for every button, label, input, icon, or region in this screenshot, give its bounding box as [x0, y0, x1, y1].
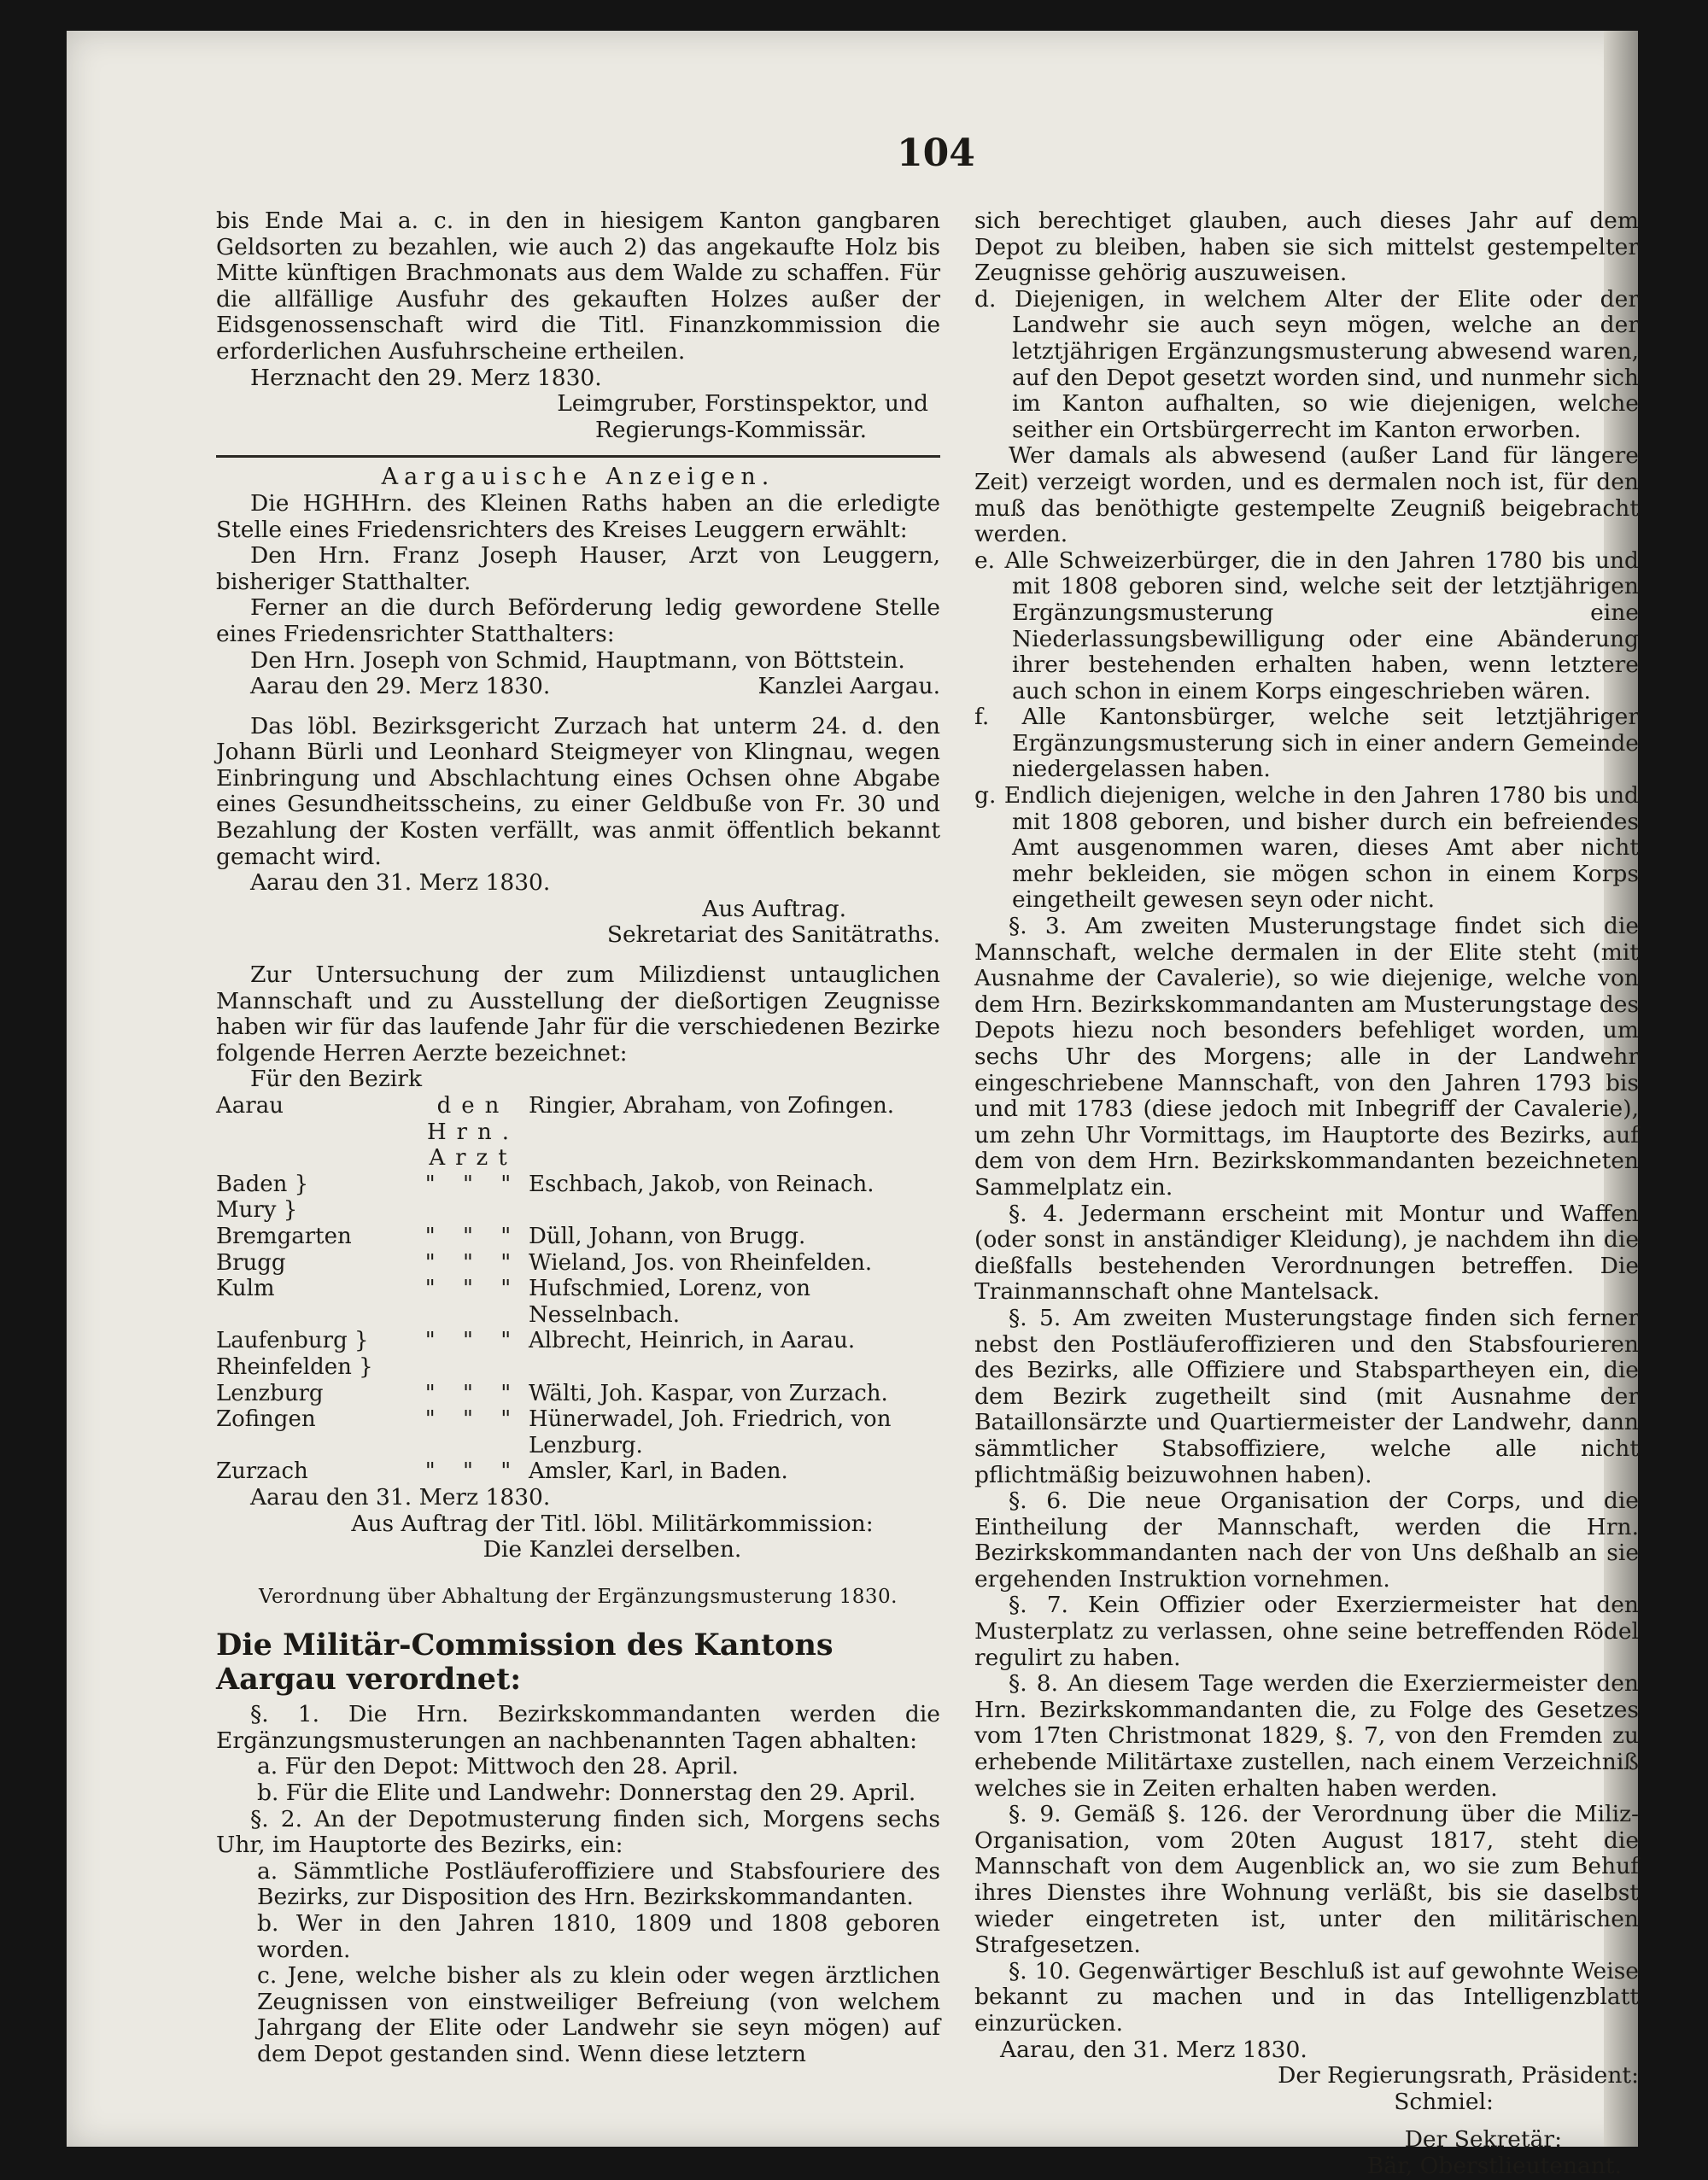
district-cell: Brugg [216, 1249, 286, 1276]
section-1-intro: §. 1. Die Hrn. Bezirkskommandanten werden die Ergänzungsmusterungen an nachbenannten Tagen abhalten: [216, 1701, 940, 1754]
ditto-cell [418, 1354, 529, 1381]
district-cell: Zofingen [216, 1406, 316, 1433]
section-3: §. 3. Am zweiten Musterungstage findet sich die Mannschaft, welche dermalen in der Elite steht (mit Ausnahme der Cavalerie), so wie diejenige, welche von dem Hrn. Bezirkskommandanten am Musterungstage des Depots hiezu noch besonders befehliget worden, um sechs Uhr des Morgens; alle in der Landwehr eingeschriebene Mannschaft, von den Jahren 1793 bis und mit 1783 (diese jedoch mit Inbegriff der Cavalerie), um zehn Uhr Vormittags, im Hauptorte des Bezirks, auf dem von dem Hrn. Bezirkskommandanten bezeichneten Sammelplatz ein. [974, 913, 1639, 1201]
friedensrichter-sign: Kanzlei Aargau. [757, 673, 940, 700]
doctor-table-row [216, 1328, 940, 1354]
item-c-continuation: sich berechtiget glauben, auch dieses Jahr auf dem Depot zu bleiben, haben sie sich mittelst gestempelter Zeugnisse gehörig auszuweisen. [974, 207, 1639, 287]
section-2-item-b: b. Wer in den Jahren 1810, 1809 und 1808 geboren worden. [257, 1910, 940, 1963]
militaerdienst-sign-2: Die Kanzlei derselben. [483, 1536, 742, 1563]
ditto-cell: " " " [424, 1380, 522, 1406]
commission-heading: Die Militär-Commission des Kantons Aargau verordnet: [216, 1628, 834, 1698]
bezirksgericht-sign-1: Aus Auftrag. [702, 895, 846, 922]
doctor-table-row [216, 1381, 940, 1407]
doctor-table-row [216, 1458, 940, 1485]
anzeigen-heading: Aargauische Anzeigen. [381, 464, 775, 491]
section-8: §. 8. An diesem Tage werden die Exerziermeister den Hrn. Bezirkskommandanten die, zu Folge des Gesetzes vom 17ten Christmonat 1829, §. 7, von den Fremden zu erhebende Militärtaxe zustellen, nach einem Verzeichniß welches sie in Zeiten erhalten haben werden. [974, 1670, 1639, 1802]
ditto-cell: " " " [424, 1458, 522, 1485]
militaerdienst-body: Zur Untersuchung der zum Milizdienst untauglichen Mannschaft und zu Ausstellung der dießortigen Zeugnisse haben wir für das laufende Jahr für die verschiedenen Bezirke folgende Herren Aerzte bezeichnet: [216, 961, 940, 1067]
friedensrichter-name-2: Den Hrn. Joseph von Schmid, Hauptmann, von Böttstein. [250, 646, 905, 674]
forstamt-date: Herznacht den 29. Merz 1830. [250, 364, 602, 391]
section-7: §. 7. Kein Offizier oder Exerziermeister hat den Musterplatz zu verlassen, ohne seine betreffenden Rödel regulirt zu haben. [974, 1592, 1639, 1671]
section-2-item-a: a. Sämmtliche Postläuferoffiziere und Stabsfouriere des Bezirks, zur Disposition des Hrn. Bezirkskommandanten. [257, 1857, 940, 1911]
friedensrichter-date: Aarau den 29. Merz 1830. [250, 673, 551, 700]
bezirk-label: Für den Bezirk [250, 1066, 423, 1093]
doctor-table-row [216, 1276, 940, 1328]
decree-sign-3: Der Sekretär: [1404, 2126, 1562, 2154]
forstamt-signature-1: Leimgruber, Forstinspektor, und [557, 390, 928, 418]
district-cell: Laufenburg } [216, 1328, 369, 1354]
bezirksgericht-body: Das löbl. Bezirksgericht Zurzach hat unterm 24. d. den Johann Bürli und Leonhard Steigmeyer von Klingnau, wegen Einbringung und Abschlachtung eines Ochsen ohne Abgabe eines Gesundheitsscheins, zu einer Geldbuße von Fr. 30 und Bezahlung der Kosten verfällt, was anmit öffentlich bekannt gemacht wird. [216, 712, 940, 870]
section-2-intro: §. 2. An der Depotmusterung finden sich, Morgens sechs Uhr, im Hauptorte des Bezirks, ein: [216, 1805, 940, 1859]
page-number: 104 [897, 132, 975, 175]
item-d-note: Wer damals als abwesend (außer Land für längere Zeit) verzeigt worden, und es dermalen noch ist, für den muß das benöthigte gestempelte Zeugniß beigebracht werden. [974, 442, 1639, 548]
friedensrichter-paragraph-2: Ferner an die durch Beförderung ledig gewordene Stelle eines Friedensrichter Statthalters: [216, 594, 940, 647]
section-10: §. 10. Gegenwärtiger Beschluß ist auf gewohnte Weise bekannt zu machen und in das Intelligenzblatt einzurücken. [974, 1957, 1639, 2037]
ditto-cell: " " " [424, 1249, 522, 1276]
bezirksgericht-date: Aarau den 31. Merz 1830. [250, 869, 551, 897]
ditto-cell: " " " [424, 1276, 522, 1302]
decree-sign-1: Der Regierungsrath, Präsident: [1278, 2062, 1639, 2089]
doctor-table-row [216, 1197, 940, 1224]
section-2-item-c: c. Jene, welche bisher als zu klein oder wegen ärztlichen Zeugnissen von einstweiliger Befreiung (von welchem Jahrgang der Elite oder Landwehr sie seyn mögen) auf dem Depot gestanden sind. Wenn diese letztern [257, 1962, 940, 2067]
ditto-cell: " " " [424, 1328, 522, 1354]
district-cell: Rheinfelden } [216, 1353, 373, 1380]
section-1-item-b: b. Für die Elite und Landwehr: Donnerstag den 29. April. [257, 1780, 916, 1807]
ditto-cell: " " " [424, 1406, 522, 1433]
doctor-cell: Wälti, Joh. Kaspar, von Zurzach. [529, 1380, 888, 1406]
doctor-cell: Wieland, Jos. von Rheinfelden. [529, 1249, 873, 1276]
doctor-cell: Albrecht, Heinrich, in Aarau. [529, 1328, 856, 1354]
doctor-table-row [216, 1406, 940, 1458]
forstamt-body: bis Ende Mai a. c. in den in hiesigem Kanton gangbaren Geldsorten zu bezahlen, wie auch 2) das angekaufte Holz bis Mitte künftigen Brachmonats aus dem Walde zu schaffen. Für die allfällige Ausfuhr des gekauften Holzes außer der Eidsgenossenschaft wird die Titl. Finanzkommission die erforderlichen Ausfuhrscheine ertheilen. [216, 207, 940, 365]
district-cell: Lenzburg [216, 1380, 324, 1406]
section-6: §. 6. Die neue Organisation der Corps, und die Eintheilung der Mannschaft, werden die Hrn. Bezirkskommandanten nach der von Uns deßhalb an sie ergehenden Instruktion vornehmen. [974, 1487, 1639, 1593]
district-cell: Bremgarten [216, 1223, 352, 1249]
doctor-cell: Düll, Johann, von Brugg. [529, 1223, 806, 1249]
section-1-item-a: a. Für den Depot: Mittwoch den 28. April. [257, 1753, 739, 1780]
item-f: f. Alle Kantonsbürger, welche seit letztjähriger Ergänzungsmusterung sich in einer andern Gemeinde niedergelassen haben. [974, 704, 1639, 783]
doctor-table-row [216, 1172, 940, 1198]
verordnung-title: Verordnung über Abhaltung der Ergänzungsmusterung 1830. [259, 1585, 898, 1608]
ditto-cell: " " " [424, 1171, 522, 1197]
section-4: §. 4. Jedermann erscheint mit Montur und Waffen (oder sonst in anständiger Kleidung), je nachdem ihn die dießfalls bestehenden Verordnungen betreffen. Die Trainmannschaft ohne Mantelsack. [974, 1200, 1639, 1306]
doctor-cell: Eschbach, Jakob, von Reinach. [529, 1171, 874, 1197]
militaerdienst-sign-1: Aus Auftrag der Titl. löbl. Militärkommission: [351, 1510, 874, 1537]
doctor-cell: Ringier, Abraham, von Zofingen. [529, 1093, 895, 1119]
doctor-table-row [216, 1224, 940, 1250]
section-5: §. 5. Am zweiten Musterungstage finden sich ferner nebst den Postläuferoffizieren und den Stabsfourieren des Bezirks, alle Offiziere und Stabspartheyen ein, die dem Bezirk zugetheilt sind (mit Ausnahme der Bataillonsärzte und Quartiermeister der Landwehr, dann sämmtlicher Stabsoffiziere, welche alle nicht pflichtmäßig beizuwohnen haben). [974, 1304, 1639, 1488]
militaerdienst-date: Aarau den 31. Merz 1830. [250, 1483, 551, 1511]
decree-sign-4: Bär, Oberstlieutenant. [1366, 2152, 1622, 2179]
district-cell: Baden } [216, 1171, 309, 1197]
friedensrichter-paragraph-1: Die HGHHrn. des Kleinen Raths haben an die erledigte Stelle eines Friedensrichters des Kreises Leuggern erwählt: [216, 489, 940, 543]
right-column [974, 208, 1639, 2180]
friedensrichter-name-1: Den Hrn. Franz Joseph Hauser, Arzt von Leuggern, bisheriger Statthalter. [216, 542, 940, 595]
district-cell: Mury } [216, 1197, 298, 1224]
section-9: §. 9. Gemäß §. 126. der Verordnung über die Miliz-Organisation, vom 20ten August 1817, steht die Mannschaft von dem Augenblick an, wo sie zum Behuf ihres Dienstes ihre Wohnung verläßt, bis sie daselbst wieder eingetreten ist, unter den militärischen Strafgesetzen. [974, 1801, 1639, 1959]
doctor-table [216, 1093, 940, 1485]
decree-date: Aarau, den 31. Merz 1830. [1000, 2036, 1307, 2063]
doctor-cell: Amsler, Karl, in Baden. [529, 1458, 788, 1485]
friedensrichter-footer [216, 674, 940, 700]
newspaper-page [67, 31, 1639, 2179]
ditto-cell [418, 1197, 529, 1224]
doctor-cell: Hünerwadel, Joh. Friedrich, von Lenzburg. [529, 1406, 892, 1458]
ditto-cell: " " " [424, 1223, 522, 1249]
district-cell: Kulm [216, 1276, 275, 1302]
item-d: d. Diejenigen, in welchem Alter der Elite oder der Landwehr sie auch seyn mögen, welche an der letztjährigen Ergänzungsmusterung abwesend waren, auf den Depot gesetzt worden sind, und nunmehr sich im Kanton aufhalten, so wie diejenigen, welche seither ein Ortsbürgerrecht im Kanton erworben. [974, 285, 1639, 443]
forstamt-signature-2: Regierungs-Kommissär. [594, 416, 867, 443]
doctor-cell [529, 1197, 940, 1224]
district-cell: Aarau [216, 1093, 284, 1119]
district-cell: Zurzach [216, 1458, 308, 1485]
item-e: e. Alle Schweizerbürger, die in den Jahren 1780 bis und mit 1808 geboren sind, welche seit der letztjährigen Ergänzungsmusterung eine Niederlassungsbewilligung oder eine Abänderung ihrer bestehenden erhalten haben, wenn letztere auch schon in einem Korps eingeschrieben wären. [974, 546, 1639, 704]
bezirksgericht-sign-2: Sekretariat des Sanitätraths. [606, 921, 940, 949]
section-divider [216, 455, 940, 458]
item-g: g. Endlich diejenigen, welche in den Jahren 1780 bis und mit 1808 geboren, und bisher durch ein befreiendes Amt ausgenommen waren, dieses Amt aber nicht mehr bekleiden, sie mögen schon in einem Korps eingetheilt gewesen seyn oder nicht. [974, 782, 1639, 914]
ditto-cell: den Hrn. Arzt [426, 1093, 520, 1172]
left-column [216, 208, 940, 2068]
doctor-table-row [216, 1354, 940, 1381]
doctor-cell [529, 1354, 940, 1381]
doctor-table-row [216, 1093, 940, 1172]
doctor-table-row [216, 1250, 940, 1277]
doctor-cell: Hufschmied, Lorenz, von Nesselnbach. [529, 1276, 811, 1328]
decree-sign-2: Schmiel: [1394, 2088, 1494, 2115]
